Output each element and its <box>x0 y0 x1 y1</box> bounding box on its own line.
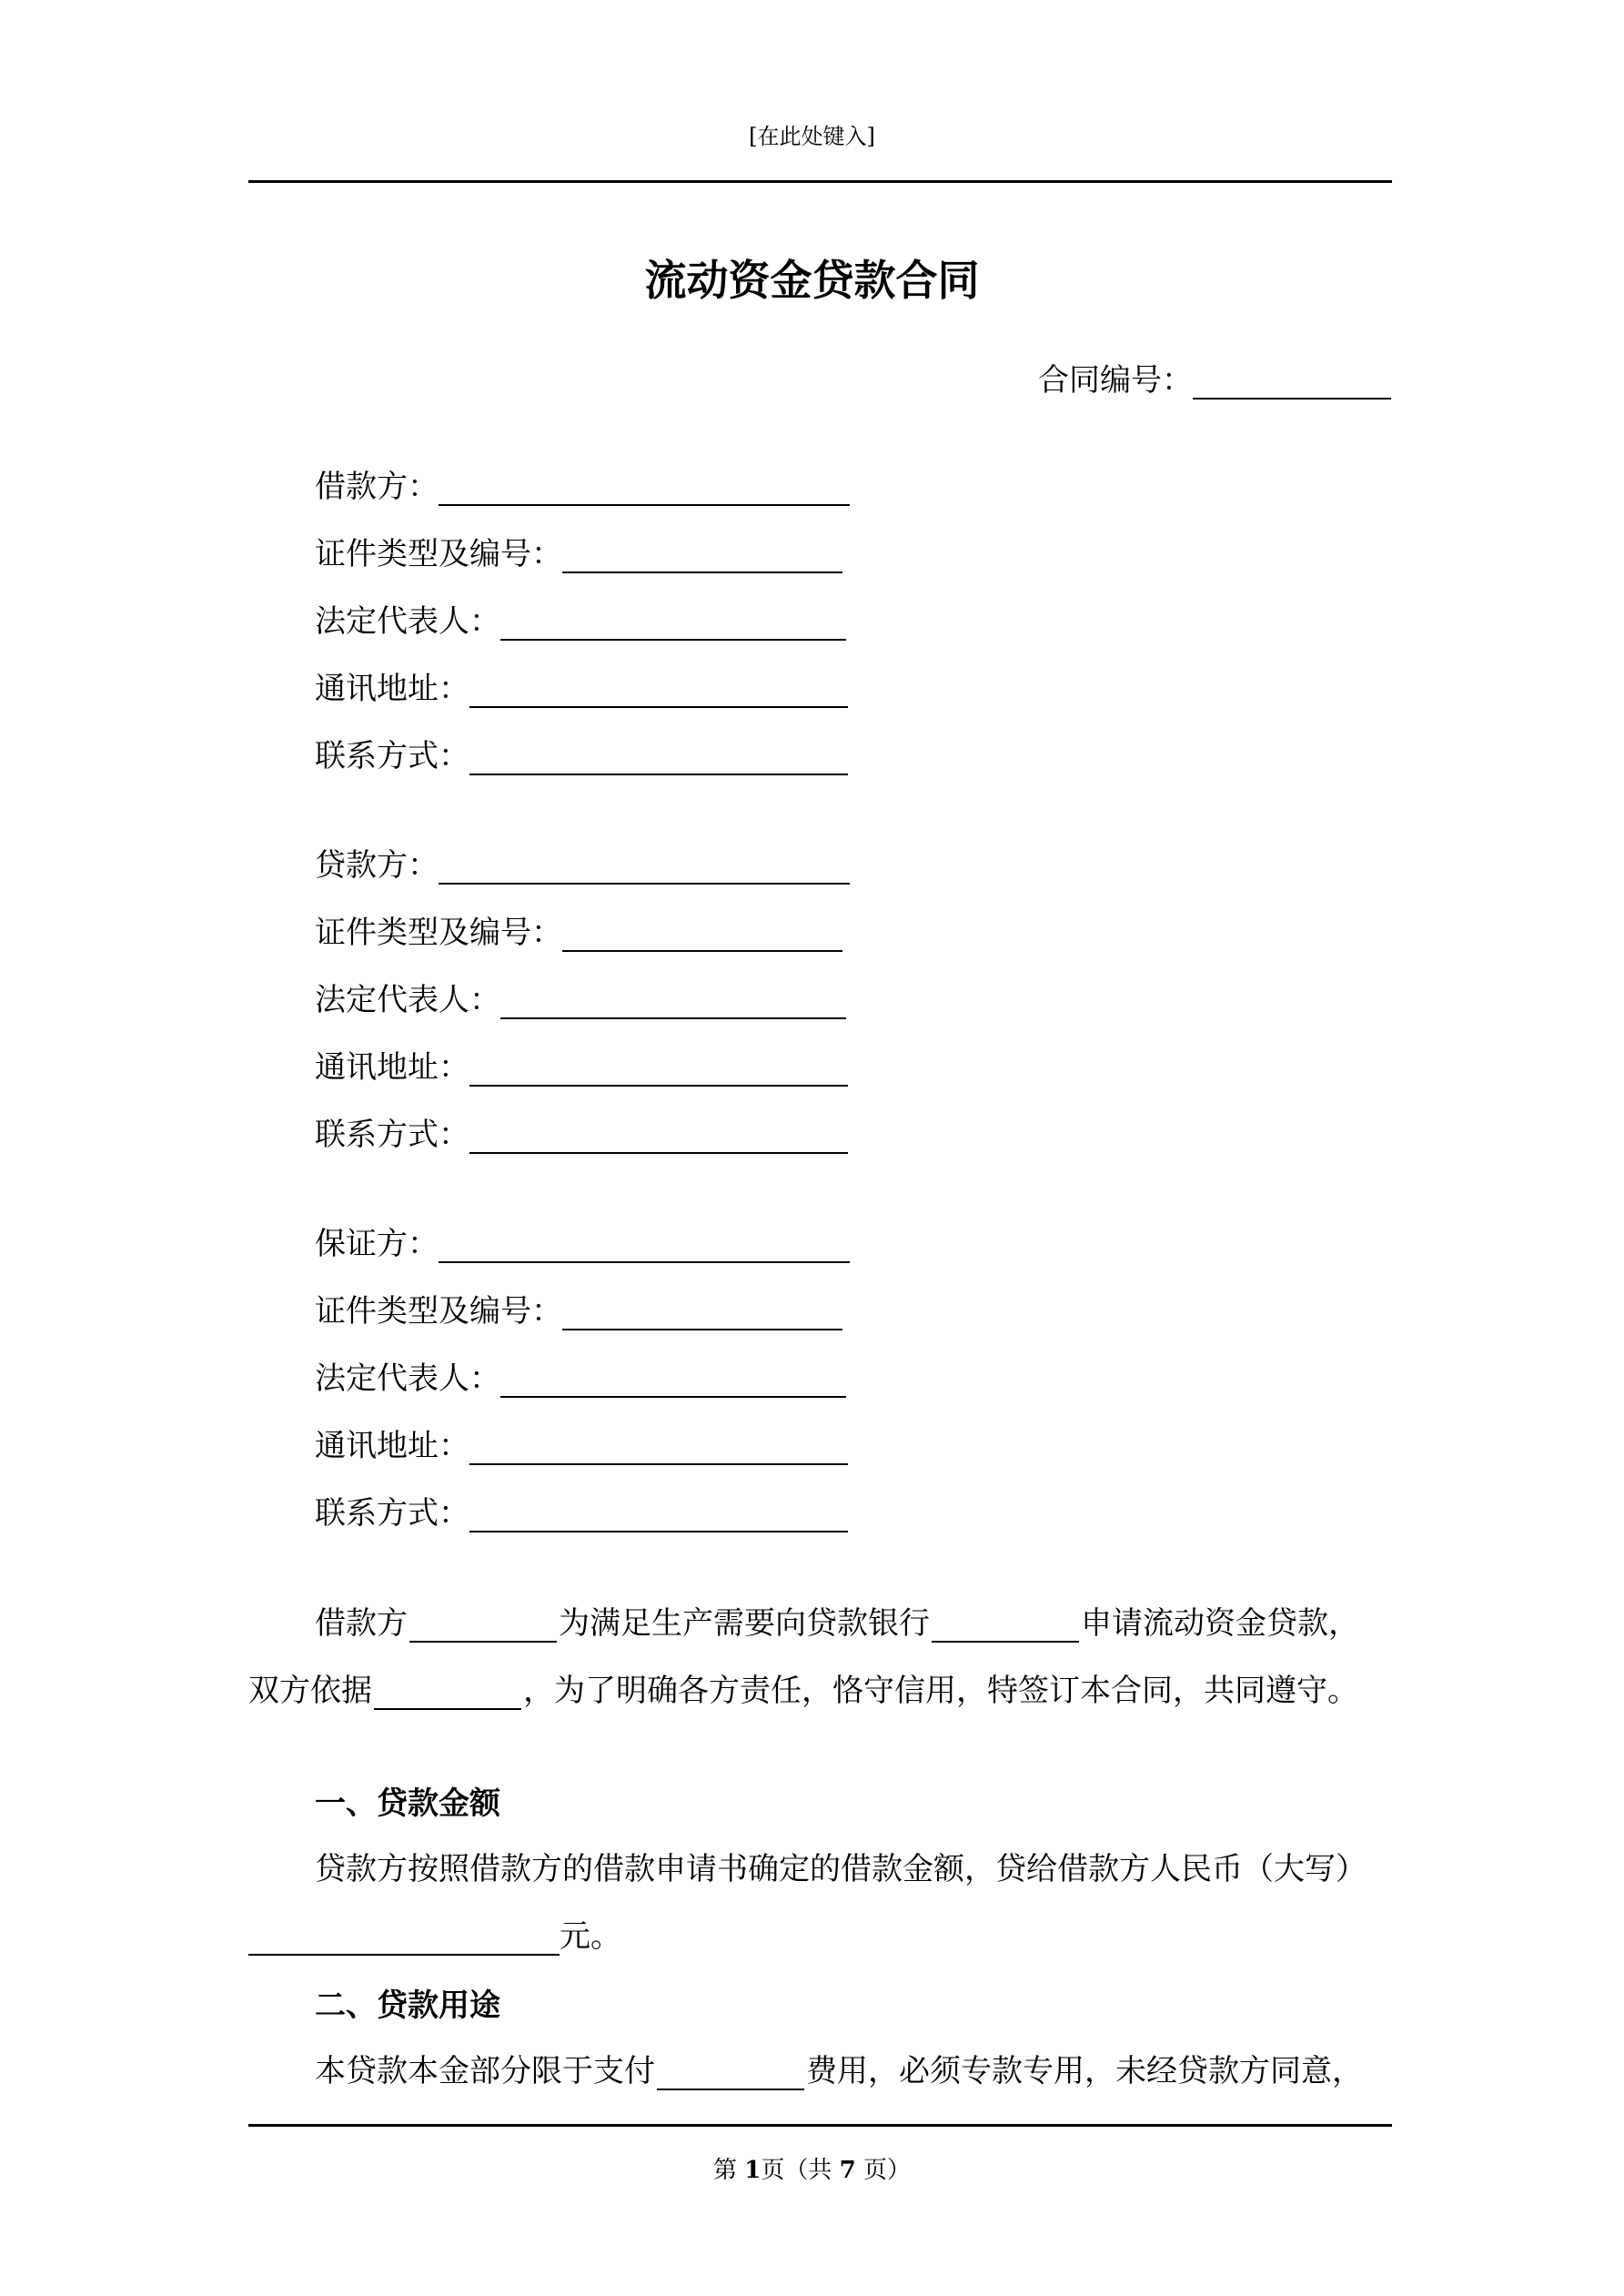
section-2-line-1 <box>315 2046 1363 2090</box>
footer-suffix: 页） <box>855 2157 911 2184</box>
section-1-line-2 <box>248 1911 621 1956</box>
page-footer <box>0 2151 1624 2185</box>
field-label: 法定代表人： <box>315 982 500 1018</box>
lender-id-field <box>315 906 842 952</box>
footer-page-number: 1 <box>744 2157 762 2184</box>
intro-text: 借款方 <box>315 1605 408 1642</box>
section-1-line-1: 贷款方按照借款方的借款申请书确定的借款金额，贷给借款方人民币（大写） <box>315 1851 1367 1887</box>
intro-line-1 <box>315 1598 1359 1643</box>
intro-text: ，为了明确各方责任，恪守信用，特签订本合同，共同遵守。 <box>523 1673 1358 1709</box>
borrower-contact-field <box>315 730 848 775</box>
fill-blank[interactable] <box>469 1119 848 1154</box>
guarantor-contact-field <box>315 1487 848 1532</box>
intro-text: 双方依据 <box>248 1673 372 1709</box>
borrower-address-field <box>315 663 848 708</box>
fill-blank[interactable] <box>409 1608 557 1643</box>
field-label: 法定代表人： <box>315 1360 500 1397</box>
intro-line-2 <box>248 1665 1358 1710</box>
fill-blank[interactable] <box>562 1296 842 1330</box>
intro-text: 申请流动资金贷款， <box>1081 1605 1359 1642</box>
section-2-title: 二、贷款用途 <box>315 1988 500 2024</box>
section-2-text: 本贷款本金部分限于支付 <box>315 2053 655 2089</box>
fill-blank[interactable] <box>469 1052 848 1087</box>
footer-total-pages: 7 <box>839 2157 856 2184</box>
fill-blank[interactable] <box>469 673 848 708</box>
fill-blank[interactable] <box>469 1431 848 1465</box>
guarantor-name-field <box>315 1218 850 1263</box>
section-1-title: 一、贷款金额 <box>315 1785 500 1822</box>
fill-blank[interactable] <box>500 1363 846 1398</box>
page-header: [在此处键入] <box>749 124 875 149</box>
fill-blank[interactable] <box>248 1921 560 1956</box>
guarantor-legal-rep-field <box>315 1352 846 1398</box>
fill-blank[interactable] <box>500 606 846 641</box>
footer-prefix: 第 <box>713 2157 745 2184</box>
fill-blank[interactable] <box>657 2056 804 2090</box>
fill-blank[interactable] <box>500 985 846 1019</box>
document-title: 流动资金贷款合同 <box>644 256 980 305</box>
field-label: 联系方式： <box>315 1117 469 1153</box>
borrower-id-field <box>315 528 842 573</box>
contract-number-label: 合同编号： <box>1038 362 1193 399</box>
field-label: 通讯地址： <box>315 1049 469 1086</box>
lender-legal-rep-field <box>315 974 846 1019</box>
field-label: 通讯地址： <box>315 671 469 707</box>
field-label: 贷款方： <box>315 847 439 884</box>
borrower-legal-rep-field <box>315 595 846 641</box>
fill-blank[interactable] <box>469 741 848 775</box>
fill-blank[interactable] <box>469 1498 848 1532</box>
field-label: 联系方式： <box>315 1495 469 1532</box>
guarantor-id-field <box>315 1285 842 1330</box>
lender-name-field <box>315 839 850 885</box>
section-1-suffix: 元。 <box>560 1918 621 1955</box>
field-label: 法定代表人： <box>315 603 500 640</box>
guarantor-address-field <box>315 1420 848 1465</box>
field-label: 证件类型及编号： <box>315 536 562 572</box>
fill-blank[interactable] <box>439 1229 850 1263</box>
fill-blank[interactable] <box>374 1675 521 1710</box>
field-label: 保证方： <box>315 1226 439 1262</box>
contract-number <box>1038 355 1391 400</box>
fill-blank[interactable] <box>439 850 850 885</box>
footer-rule <box>248 2124 1392 2127</box>
fill-blank[interactable] <box>562 917 842 952</box>
header-rule <box>248 180 1392 183</box>
fill-blank[interactable] <box>932 1608 1079 1643</box>
contract-number-blank[interactable] <box>1193 365 1391 400</box>
footer-middle: 页（共 <box>761 2157 840 2184</box>
field-label: 通讯地址： <box>315 1428 469 1464</box>
field-label: 借款方： <box>315 469 439 505</box>
borrower-name-field <box>315 460 850 506</box>
fill-blank[interactable] <box>562 539 842 573</box>
section-2-text: 费用，必须专款专用，未经贷款方同意， <box>806 2053 1363 2089</box>
field-label: 联系方式： <box>315 738 469 774</box>
lender-address-field <box>315 1041 848 1087</box>
intro-text: 为满足生产需要向贷款银行 <box>559 1605 930 1642</box>
field-label: 证件类型及编号： <box>315 1293 562 1330</box>
fill-blank[interactable] <box>439 471 850 506</box>
field-label: 证件类型及编号： <box>315 915 562 951</box>
lender-contact-field <box>315 1108 848 1154</box>
